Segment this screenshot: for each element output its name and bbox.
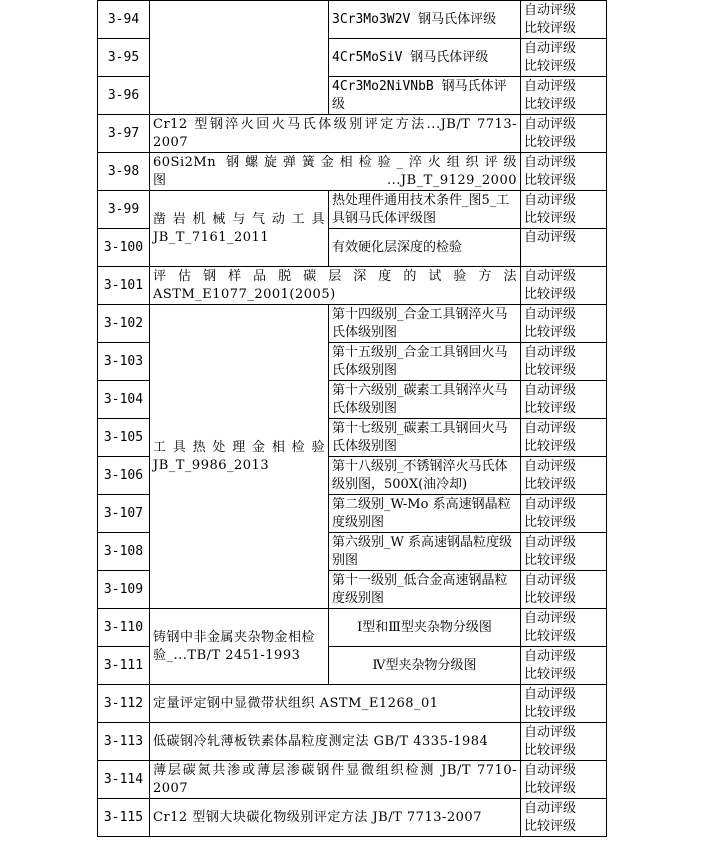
result-cell bbox=[521, 39, 607, 77]
compare-rating: 比较评级 bbox=[524, 514, 577, 530]
row-number: 3-96 bbox=[98, 77, 150, 115]
auto-rating: 自动评级 bbox=[524, 610, 577, 626]
row-number: 3-105 bbox=[98, 419, 150, 457]
standard-cell-empty bbox=[150, 1, 329, 115]
standard-cell: 定量评定钢中显微带状组织 ASTM_E1268_01 bbox=[150, 685, 521, 723]
table-row bbox=[98, 191, 607, 229]
result-cell bbox=[521, 533, 607, 571]
item-cell: 3Cr3Mo3W2V 钢马氏体评级 bbox=[329, 1, 521, 39]
row-number: 3-108 bbox=[98, 533, 150, 571]
item-cell: 第十七级别_碳素工具钢回火马氏体级别图 bbox=[329, 419, 521, 457]
result-cell bbox=[521, 267, 607, 305]
auto-rating: 自动评级 bbox=[524, 306, 577, 322]
compare-rating: 比较评级 bbox=[524, 590, 577, 606]
item-cell: 4Cr3Mo2NiVNbB 钢马氏体评级 bbox=[329, 77, 521, 115]
item-cell: 第十四级别_合金工具钢淬火马氏体级别图 bbox=[329, 305, 521, 343]
compare-rating: 比较评级 bbox=[524, 742, 577, 758]
compare-rating: 比较评级 bbox=[524, 438, 577, 454]
item-cell: 热处理件通用技术条件_图5_工具钢马氏体评级图 bbox=[329, 191, 521, 229]
compare-rating: 比较评级 bbox=[524, 818, 577, 834]
auto-rating: 自动评级 bbox=[524, 762, 577, 778]
standard-cell: Cr12 型钢大块碳化物级别评定方法 JB/T 7713-2007 bbox=[150, 799, 521, 837]
compare-rating: 比较评级 bbox=[524, 704, 577, 720]
auto-rating: 自动评级 bbox=[524, 154, 577, 170]
row-number: 3-106 bbox=[98, 457, 150, 495]
compare-rating: 比较评级 bbox=[524, 400, 577, 416]
item-cell: Ⅰ型和Ⅲ型夹杂物分级图 bbox=[329, 609, 521, 647]
auto-rating: 自动评级 bbox=[524, 40, 577, 56]
row-number: 3-94 bbox=[98, 1, 150, 39]
table-row bbox=[98, 115, 607, 153]
table-row bbox=[98, 267, 607, 305]
auto-rating: 自动评级 bbox=[524, 192, 577, 208]
compare-rating: 比较评级 bbox=[524, 476, 577, 492]
standard-cell: Cr12 型钢淬火回火马氏体级别评定方法...JB/T 7713-2007 bbox=[150, 115, 521, 153]
result-cell bbox=[521, 799, 607, 837]
compare-rating: 比较评级 bbox=[524, 134, 577, 150]
auto-rating: 自动评级 bbox=[524, 116, 577, 132]
result-cell bbox=[521, 115, 607, 153]
auto-rating: 自动评级 bbox=[524, 268, 577, 284]
result-cell bbox=[521, 305, 607, 343]
compare-rating: 比较评级 bbox=[524, 362, 577, 378]
row-number: 3-110 bbox=[98, 609, 150, 647]
auto-rating: 自动评级 bbox=[524, 534, 577, 550]
item-cell: 第十六级别_碳素工具钢淬火马氏体级别图 bbox=[329, 381, 521, 419]
compare-rating: 比较评级 bbox=[524, 666, 577, 682]
table-row bbox=[98, 685, 607, 723]
auto-rating: 自动评级 bbox=[524, 78, 577, 94]
auto-rating: 自动评级 bbox=[524, 382, 577, 398]
result-cell bbox=[521, 1, 607, 39]
standard-cell: 铸钢中非金属夹杂物金相检验_...TB/T 2451-1993 bbox=[150, 609, 329, 685]
row-number: 3-115 bbox=[98, 799, 150, 837]
compare-rating: 比较评级 bbox=[524, 286, 577, 302]
standard-cell: 薄层碳氮共渗或薄层渗碳钢件显微组织检测 JB/T 7710-2007 bbox=[150, 761, 521, 799]
result-cell bbox=[521, 77, 607, 115]
result-cell bbox=[521, 495, 607, 533]
row-number: 3-100 bbox=[98, 229, 150, 267]
standard-cell: 工具热处理金相检验 JB_T_9986_2013 bbox=[150, 305, 329, 609]
result-cell bbox=[521, 153, 607, 191]
row-number: 3-101 bbox=[98, 267, 150, 305]
standard-cell: 低碳钢冷轧薄板铁素体晶粒度测定法 GB/T 4335-1984 bbox=[150, 723, 521, 761]
standards-table bbox=[97, 0, 607, 837]
row-number: 3-113 bbox=[98, 723, 150, 761]
auto-rating: 自动评级 bbox=[524, 800, 577, 816]
table-row bbox=[98, 153, 607, 191]
result-cell bbox=[521, 571, 607, 609]
result-cell bbox=[521, 343, 607, 381]
compare-rating: 比较评级 bbox=[524, 210, 577, 226]
result-cell bbox=[521, 723, 607, 761]
item-cell: 第六级别_W 系高速钢晶粒度级别图 bbox=[329, 533, 521, 571]
auto-rating: 自动评级 bbox=[524, 572, 577, 588]
row-number: 3-103 bbox=[98, 343, 150, 381]
row-number: 3-111 bbox=[98, 647, 150, 685]
row-number: 3-97 bbox=[98, 115, 150, 153]
result-cell bbox=[521, 761, 607, 799]
table-row bbox=[98, 723, 607, 761]
row-number: 3-114 bbox=[98, 761, 150, 799]
row-number: 3-107 bbox=[98, 495, 150, 533]
row-number: 3-98 bbox=[98, 153, 150, 191]
item-cell: 第十八级别_不锈钢淬火马氏体级别图，500X(油冷却) bbox=[329, 457, 521, 495]
result-cell bbox=[521, 229, 607, 267]
table-row bbox=[98, 305, 607, 343]
standard-cell: 评估钢样品脱碳层深度的试验方法 ASTM_E1077_2001(2005) bbox=[150, 267, 521, 305]
auto-rating: 自动评级 bbox=[524, 230, 577, 245]
item-cell: 第十五级别_合金工具钢回火马氏体级别图 bbox=[329, 343, 521, 381]
table-row bbox=[98, 1, 607, 39]
standard-cell: 凿岩机械与气动工具 JB_T_7161_2011 bbox=[150, 191, 329, 267]
table-row bbox=[98, 799, 607, 837]
auto-rating: 自动评级 bbox=[524, 458, 577, 474]
item-cell: Ⅳ型夹杂物分级图 bbox=[329, 647, 521, 685]
auto-rating: 自动评级 bbox=[524, 2, 577, 18]
result-cell bbox=[521, 685, 607, 723]
auto-rating: 自动评级 bbox=[524, 686, 577, 702]
item-cell: 4Cr5MoSiV 钢马氏体评级 bbox=[329, 39, 521, 77]
standard-cell: 60Si2Mn 钢螺旋弹簧金相检验_淬火组织评级图...JB_T_9129_2000 bbox=[150, 153, 521, 191]
item-cell: 第二级别_W-Mo 系高速钢晶粒度级别图 bbox=[329, 495, 521, 533]
table-row bbox=[98, 761, 607, 799]
row-number: 3-95 bbox=[98, 39, 150, 77]
auto-rating: 自动评级 bbox=[524, 724, 577, 740]
compare-rating: 比较评级 bbox=[524, 96, 577, 112]
auto-rating: 自动评级 bbox=[524, 648, 577, 664]
result-cell bbox=[521, 419, 607, 457]
row-number: 3-104 bbox=[98, 381, 150, 419]
result-cell bbox=[521, 457, 607, 495]
result-cell bbox=[521, 191, 607, 229]
auto-rating: 自动评级 bbox=[524, 496, 577, 512]
compare-rating: 比较评级 bbox=[524, 20, 577, 36]
compare-rating: 比较评级 bbox=[524, 780, 577, 796]
compare-rating: 比较评级 bbox=[524, 552, 577, 568]
compare-rating: 比较评级 bbox=[524, 58, 577, 74]
result-cell bbox=[521, 381, 607, 419]
row-number: 3-99 bbox=[98, 191, 150, 229]
compare-rating: 比较评级 bbox=[524, 628, 577, 644]
auto-rating: 自动评级 bbox=[524, 420, 577, 436]
row-number: 3-102 bbox=[98, 305, 150, 343]
compare-rating: 比较评级 bbox=[524, 324, 577, 340]
table-row bbox=[98, 609, 607, 647]
result-cell bbox=[521, 647, 607, 685]
row-number: 3-112 bbox=[98, 685, 150, 723]
item-cell: 第十一级别_低合金高速钢晶粒度级别图 bbox=[329, 571, 521, 609]
compare-rating: 比较评级 bbox=[524, 172, 577, 188]
auto-rating: 自动评级 bbox=[524, 344, 577, 360]
item-cell: 有效硬化层深度的检验 bbox=[329, 229, 521, 267]
result-cell bbox=[521, 609, 607, 647]
row-number: 3-109 bbox=[98, 571, 150, 609]
